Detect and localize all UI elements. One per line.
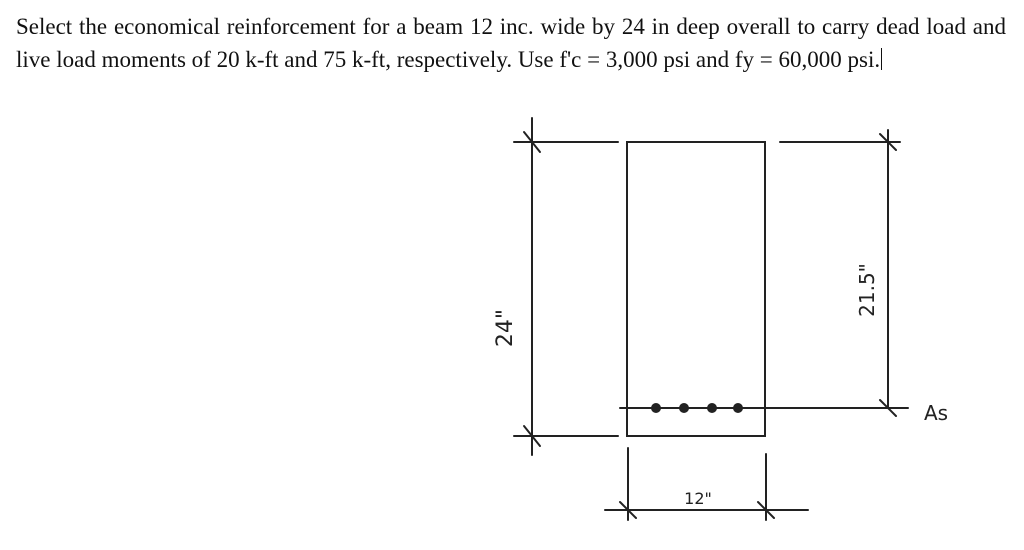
steel-area-label: As: [924, 401, 949, 425]
problem-text: Select the economical reinforcement for a beam 12 inc. wide by 24 in deep overall to carry dead load and live load moments of 20 k-ft and 75 k-ft, respectively. Use f'c = 3,000 psi and fy = 60,000 psi.: [16, 14, 1006, 72]
problem-statement: [16, 10, 1006, 76]
width-label: 12": [684, 489, 712, 508]
total-depth-label: 24": [493, 308, 518, 348]
text-cursor: [881, 48, 882, 70]
rebar-4: [733, 403, 743, 413]
beam-section: [627, 142, 765, 436]
beam-cross-section-sketch: [470, 110, 990, 550]
effective-depth-label: 21.5": [855, 263, 879, 317]
rebar-1: [651, 403, 661, 413]
rebar-3: [707, 403, 717, 413]
rebar-2: [679, 403, 689, 413]
